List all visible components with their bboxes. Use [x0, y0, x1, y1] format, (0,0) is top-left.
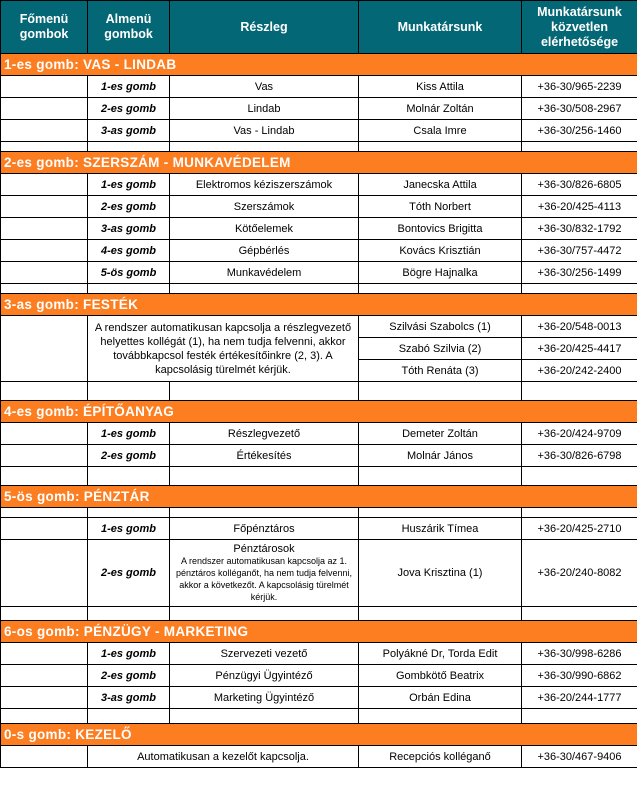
colleague-cell: Tóth Renáta (3): [359, 360, 522, 382]
section-header: [1, 401, 637, 423]
header-colleague: Munkatársunk: [359, 1, 522, 54]
main-cell: [1, 643, 88, 665]
colleague-cell: Szabó Szilvia (2): [359, 338, 522, 360]
department-cell: Főpénztáros: [170, 518, 359, 540]
colleague-cell: Szilvási Szabolcs (1): [359, 316, 522, 338]
phone-cell: +36-20/548-0013: [522, 316, 637, 338]
section-header: [1, 486, 637, 508]
phone-cell: +36-20/244-1777: [522, 687, 637, 709]
sub-button-cell: 2-es gomb: [88, 98, 170, 120]
phone-cell: +36-20/425-4417: [522, 338, 637, 360]
colleague-cell: Demeter Zoltán: [359, 423, 522, 445]
main-cell: [1, 746, 88, 768]
phone-cell: +36-30/990-6862: [522, 665, 637, 687]
spacer-row: [1, 284, 637, 294]
table-row: [1, 240, 637, 262]
department-cell: Szerszámok: [170, 196, 359, 218]
colleague-cell: Gombkötő Beatrix: [359, 665, 522, 687]
main-cell: [1, 423, 88, 445]
main-cell: [1, 316, 88, 382]
main-cell: [1, 262, 88, 284]
table-row: [1, 76, 637, 98]
spacer-row: [1, 467, 637, 486]
colleague-cell: Huszárik Tímea: [359, 518, 522, 540]
phone-cell: +36-30/508-2967: [522, 98, 637, 120]
main-cell: [1, 687, 88, 709]
table-row: [1, 518, 637, 540]
department-cell: Gépbérlés: [170, 240, 359, 262]
section-header: [1, 294, 637, 316]
spacer-row: [1, 142, 637, 152]
colleague-cell: Csala Imre: [359, 120, 522, 142]
header-department: Részleg: [170, 1, 359, 54]
table-row: [1, 665, 637, 687]
department-cell: Lindab: [170, 98, 359, 120]
colleague-cell: Bögre Hajnalka: [359, 262, 522, 284]
phone-cell: +36-30/467-9406: [522, 746, 637, 768]
sub-button-cell: 2-es gomb: [88, 196, 170, 218]
main-cell: [1, 665, 88, 687]
sub-button-cell: 1-es gomb: [88, 174, 170, 196]
table-row: [1, 316, 637, 338]
header-sub-menu: Almenü gombok: [88, 1, 170, 54]
table-row: [1, 445, 637, 467]
header-row: [1, 1, 637, 54]
department-cell: Vas - Lindab: [170, 120, 359, 142]
department-cell: Elektromos kéziszerszámok: [170, 174, 359, 196]
main-cell: [1, 218, 88, 240]
sub-button-cell: 1-es gomb: [88, 518, 170, 540]
department-title: Pénztárosok: [233, 543, 295, 555]
department-cell: Értékesítés: [170, 445, 359, 467]
sub-button-cell: 3-as gomb: [88, 120, 170, 142]
table-row: [1, 98, 637, 120]
section-header: [1, 724, 637, 746]
sub-button-cell: 5-ös gomb: [88, 262, 170, 284]
table-row: [1, 746, 637, 768]
phone-cell: +36-30/998-6286: [522, 643, 637, 665]
section-title: 5-ös gomb: PÉNZTÁR: [1, 486, 637, 508]
phone-cell: +36-20/425-2710: [522, 518, 637, 540]
department-cell: Szervezeti vezető: [170, 643, 359, 665]
sub-button-cell: 2-es gomb: [88, 665, 170, 687]
phone-cell: +36-30/256-1460: [522, 120, 637, 142]
main-cell: [1, 540, 88, 607]
section-header: [1, 621, 637, 643]
main-cell: [1, 445, 88, 467]
spacer-row: [1, 508, 637, 518]
phone-cell: +36-30/256-1499: [522, 262, 637, 284]
phone-cell: +36-30/826-6798: [522, 445, 637, 467]
table-row: [1, 423, 637, 445]
department-cell: Kötőelemek: [170, 218, 359, 240]
main-cell: [1, 98, 88, 120]
colleague-cell: Molnár János: [359, 445, 522, 467]
section-header: [1, 54, 637, 76]
department-cell: Munkavédelem: [170, 262, 359, 284]
main-cell: [1, 174, 88, 196]
phone-cell: +36-20/240-8082: [522, 540, 637, 607]
table-row: [1, 120, 637, 142]
sub-button-cell: 2-es gomb: [88, 445, 170, 467]
sub-button-cell: 1-es gomb: [88, 76, 170, 98]
colleague-cell: Tóth Norbert: [359, 196, 522, 218]
phone-cell: +36-20/425-4113: [522, 196, 637, 218]
sub-button-cell: 2-es gomb: [88, 540, 170, 607]
sub-button-cell: 4-es gomb: [88, 240, 170, 262]
section-title: 2-es gomb: SZERSZÁM - MUNKAVÉDELEM: [1, 152, 637, 174]
table-row: [1, 218, 637, 240]
colleague-cell: Polyákné Dr, Torda Edit: [359, 643, 522, 665]
colleague-cell: Molnár Zoltán: [359, 98, 522, 120]
colleague-cell: Janecska Attila: [359, 174, 522, 196]
sub-button-cell: 1-es gomb: [88, 423, 170, 445]
phone-cell: +36-30/832-1792: [522, 218, 637, 240]
colleague-cell: Recepciós kolléganő: [359, 746, 522, 768]
section-title: 6-os gomb: PÉNZÜGY - MARKETING: [1, 621, 637, 643]
main-cell: [1, 518, 88, 540]
department-cell: Marketing Ügyintéző: [170, 687, 359, 709]
table-row: [1, 196, 637, 218]
header-main-menu: Főmenü gombok: [1, 1, 88, 54]
main-cell: [1, 76, 88, 98]
department-cell: Vas: [170, 76, 359, 98]
sub-button-cell: 3-as gomb: [88, 218, 170, 240]
phone-cell: +36-20/424-9709: [522, 423, 637, 445]
department-cell: Automatikusan a kezelőt kapcsolja.: [88, 746, 359, 768]
header-contact: Munkatársunk közvetlen elérhetősége: [522, 1, 637, 54]
phone-cell: +36-30/965-2239: [522, 76, 637, 98]
main-cell: [1, 240, 88, 262]
sub-button-cell: 1-es gomb: [88, 643, 170, 665]
department-note: A rendszer automatikusan kapcsolja az 1. pénztáros kolléganőt, ha nem tudja felvenni, akkor a következőt. A kapcsolásig türelmét kérjük.: [175, 556, 353, 602]
section-title: 1-es gomb: VAS - LINDAB: [1, 54, 637, 76]
colleague-cell: Orbán Edina: [359, 687, 522, 709]
spacer-row: [1, 607, 637, 621]
spacer-row: [1, 382, 637, 401]
colleague-cell: Bontovics Brigitta: [359, 218, 522, 240]
phone-cell: +36-30/826-6805: [522, 174, 637, 196]
section-title: 4-es gomb: ÉPÍTŐANYAG: [1, 401, 637, 423]
table-row: [1, 540, 637, 607]
table-row: [1, 643, 637, 665]
section-title: 0-s gomb: KEZELŐ: [1, 724, 637, 746]
table-row: [1, 262, 637, 284]
table-row: [1, 687, 637, 709]
department-cell: Részlegvezető: [170, 423, 359, 445]
section-header: [1, 152, 637, 174]
phone-cell: +36-20/242-2400: [522, 360, 637, 382]
colleague-cell: Kovács Krisztián: [359, 240, 522, 262]
main-cell: [1, 196, 88, 218]
department-cell: [170, 540, 359, 607]
main-cell: [1, 120, 88, 142]
department-note: A rendszer automatikusan kapcsolja a részlegvezető helyettes kollégát (1), ha nem tudja felvenni, akkor továbbkapcsol festék értékesítőinkre (2, 3). A kapcsolásig türelmét kérjük.: [88, 316, 359, 382]
phone-cell: +36-30/757-4472: [522, 240, 637, 262]
department-cell: Pénzügyi Ügyintéző: [170, 665, 359, 687]
table-row: [1, 174, 637, 196]
colleague-cell: Kiss Attila: [359, 76, 522, 98]
spacer-row: [1, 709, 637, 724]
colleague-cell: Jova Krisztina (1): [359, 540, 522, 607]
sub-button-cell: 3-as gomb: [88, 687, 170, 709]
section-title: 3-as gomb: FESTÉK: [1, 294, 637, 316]
